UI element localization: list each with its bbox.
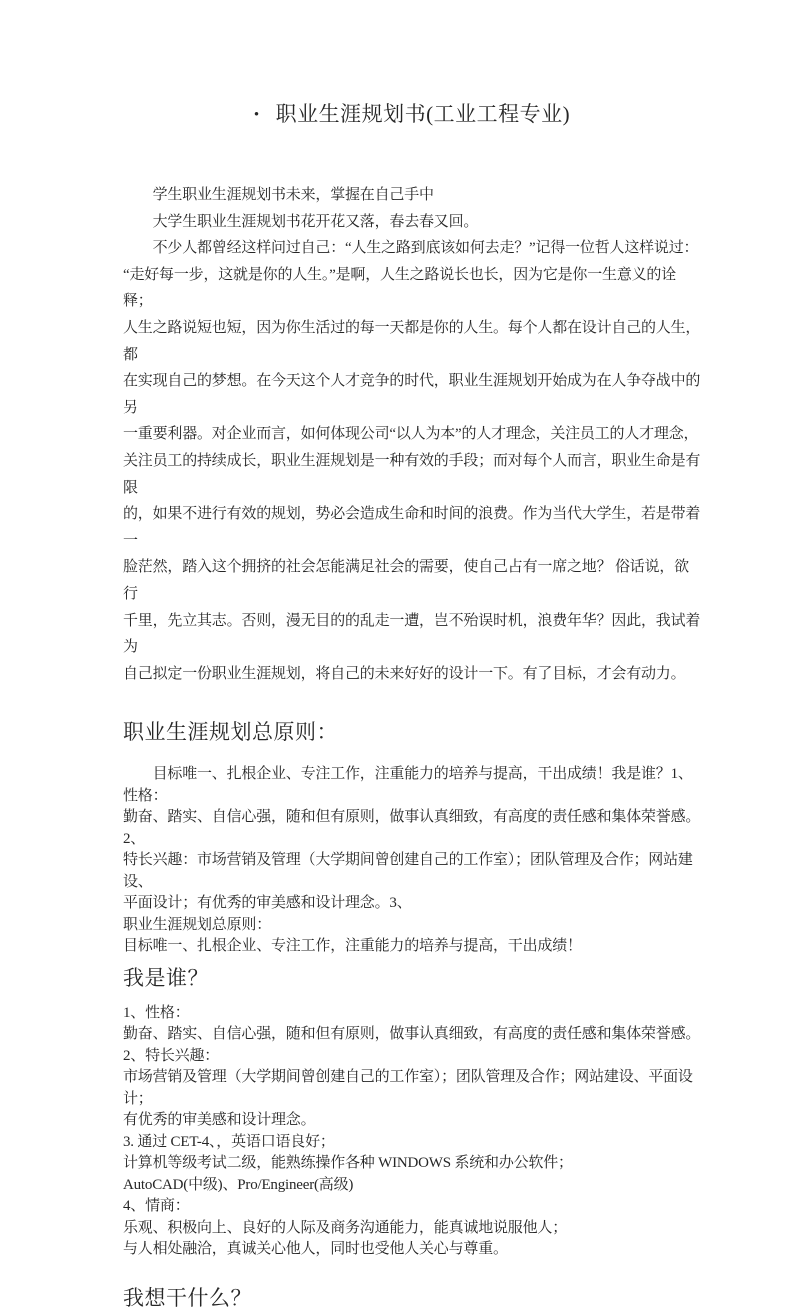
text-line: 脸茫然，踏入这个拥挤的社会怎能满足社会的需要，使自己占有一席之地？ 俗话说，欲行 xyxy=(123,559,689,602)
text-line: 2、特长兴趣： xyxy=(123,1047,220,1064)
principles-paragraph xyxy=(123,764,701,958)
text-line: 市场营销及管理（大学期间曾创建自己的工作室）；团队管理及合作；网站建设、平面设计； xyxy=(123,1069,693,1107)
text-line: 乐观、积极向上、良好的人际及商务沟通能力，能真诚地说服他人； xyxy=(123,1219,568,1236)
text-line: 自己拟定一份职业生涯规划，将自己的未来好好的设计一下。有了目标，才会有动力。 xyxy=(123,665,686,682)
title-bullet-icon: • xyxy=(253,107,260,123)
who-am-i-paragraph xyxy=(123,1003,701,1261)
intro-paragraph xyxy=(123,182,701,235)
text-line: 勤奋、踏实、自信心强，随和但有原则，做事认真细致，有高度的责任感和集体荣誉感。2、 xyxy=(123,809,701,847)
text-line: 特长兴趣：市场营销及管理（大学期间曾创建自己的工作室）；团队管理及合作；网站建设、 xyxy=(123,852,693,890)
text-line: 与人相处融洽，真诚关心他人，同时也受他人关心与尊重。 xyxy=(123,1241,508,1258)
document-title xyxy=(123,97,701,132)
text-line: 关注员工的持续成长，职业生涯规划是一种有效的手段；而对每个人而言，职业生命是有限 xyxy=(123,452,701,496)
text-line: 4、情商： xyxy=(123,1198,190,1215)
text-line: 1、性格： xyxy=(123,1004,190,1021)
text-line: 有优秀的审美感和设计理念。 xyxy=(123,1112,316,1129)
text-line: 平面设计；有优秀的审美感和设计理念。3、 xyxy=(123,895,412,912)
text-line: 计算机等级考试二级，能熟练操作各种 WINDOWS 系统和办公软件； xyxy=(123,1155,573,1172)
section-heading-what-do-i-want: 我想干什么？ xyxy=(123,1285,252,1310)
text-line: 目标唯一、扎根企业、专注工作，注重能力的培养与提高，干出成绩！ xyxy=(123,938,582,955)
text-line: 大学生职业生涯规划书花开花又落，春去春又回。 xyxy=(123,213,479,230)
text-line: 不少人都曾经这样问过自己：“人生之路到底该如何去走？”记得一位哲人这样说过： xyxy=(123,240,699,257)
text-line: AutoCAD(中级)、Pro/Engineer(高级) xyxy=(123,1176,354,1193)
text-line: “走好每一步，这就是你的人生。”是啊，人生之路说长也长，因为它是你一生意义的诠释； xyxy=(123,266,677,310)
text-line: 学生职业生涯规划书未来，掌握在自己手中 xyxy=(123,187,434,203)
text-line: 在实现自己的梦想。在今天这个人才竞争的时代，职业生涯规划开始成为在人争夺战中的另 xyxy=(123,373,701,416)
text-line: 目标唯一、扎根企业、专注工作，注重能力的培养与提高，干出成绩！我是谁？1、性格： xyxy=(123,766,693,804)
text-line: 人生之路说短也短，因为你生活过的每一天都是你的人生。每个人都在设计自己的人生，都 xyxy=(123,319,701,363)
text-line: 勤奋、踏实、自信心强，随和但有原则，做事认真细致，有高度的责任感和集体荣誉感。 xyxy=(123,1026,701,1043)
section-heading-overall-principles: 职业生涯规划总原则： xyxy=(123,720,338,745)
text-line: 职业生涯规划总原则： xyxy=(123,916,272,933)
text-line: 3. 通过 CET-4、，英语口语良好； xyxy=(123,1133,335,1150)
text-line: 的，如果不进行有效的规划，势必会造成生命和时间的浪费。作为当代大学生，若是带着一 xyxy=(123,506,701,549)
text-line: 一重要利器。对企业而言，如何体现公司“以人为本”的人才理念，关注员工的人才理念， xyxy=(123,426,699,443)
section-heading-who-am-i: 我是谁？ xyxy=(123,965,209,990)
opening-paragraph xyxy=(123,235,701,687)
title-text: 职业生涯规划书(工业工程专业) xyxy=(275,102,571,126)
text-line: 千里，先立其志。否则，漫无目的的乱走一遭，岂不殆误时机，浪费年华？因此，我试着为 xyxy=(123,612,701,656)
